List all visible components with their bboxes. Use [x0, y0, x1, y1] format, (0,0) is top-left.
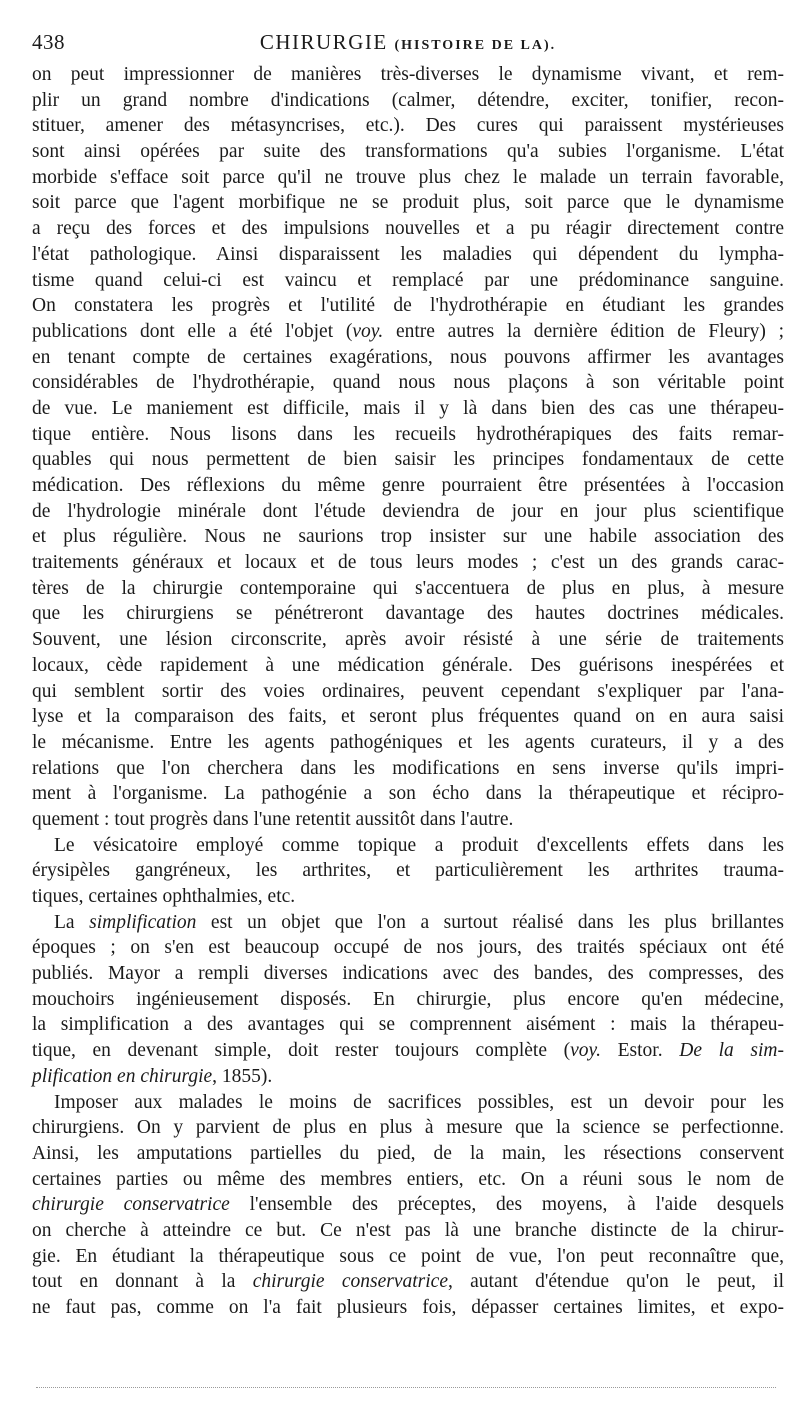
text-line: quables qui nous permettent de bien saisir les principes fondamentaux de cette	[32, 449, 784, 471]
text-line: tisme quand celui-ci est vaincu et remplacé par une prédominance sanguine.	[32, 269, 784, 291]
text-line: et plus régulière. Nous ne saurions trop insister sur une habile association des	[32, 526, 784, 548]
text-line: tique, en devenant simple, doit rester toujours complète (voy. Estor. De la sim-	[32, 1040, 784, 1062]
text-line: la simplification a des avantages qui se comprennent aisément : mais la thérapeu-	[32, 1014, 784, 1036]
text-line: qui semblent sortir des voies ordinaires, peuvent cependant s'expliquer par l'ana-	[32, 680, 784, 702]
text-line: publications dont elle a été l'objet (voy. entre autres la dernière édition de Fleury) ;	[32, 320, 784, 342]
text-line: certaines parties ou même des membres entiers, etc. On a réuni sous le nom de	[32, 1168, 784, 1190]
running-head-title: CHIRURGIE	[259, 30, 388, 54]
text-line: sont ainsi opérées par suite des transformations qu'a subies l'organisme. L'état	[32, 141, 784, 163]
text-line: le mécanisme. Entre les agents pathogéniques et les agents curateurs, il y a des	[32, 731, 784, 753]
text-line: on peut impressionner de manières très-diverses le dynamisme vivant, et rem-	[32, 64, 784, 85]
text-line: chirurgiens. On y parvient de plus en plus à mesure que la science se perfectionne.	[32, 1117, 784, 1139]
text-line: a reçu des forces et des impulsions nouvelles et a pu réagir directement contre	[32, 218, 784, 240]
text-line: publiés. Mayor a rempli diverses indications avec des bandes, des compresses, des	[32, 963, 784, 985]
text-line: La simplification est un objet que l'on a surtout réalisé dans les plus brillantes	[54, 911, 784, 933]
page-number: 438	[32, 30, 65, 54]
text-line: Le vésicatoire employé comme topique a produit d'excellents effets dans les	[54, 834, 784, 856]
text-line: plification en chirurgie, 1855).	[32, 1065, 273, 1087]
text-line: lyse et la comparaison des faits, et seront plus fréquentes quand on en aura saisi	[32, 706, 784, 728]
text-line: locaux, cède rapidement à une médication générale. Des guérisons inespérées et	[32, 654, 784, 676]
text-line: tique entière. Nous lisons dans les recueils hydrothérapiques des faits remar-	[32, 423, 784, 445]
text-line: ment à l'organisme. La pathogénie a son écho dans la thérapeutique et récipro-	[32, 783, 784, 805]
text-line: Imposer aux malades le moins de sacrifices possibles, est un devoir pour les	[54, 1091, 784, 1113]
text-line: On constatera les progrès et l'utilité de l'hydrothérapie en étudiant les grandes	[32, 295, 784, 317]
text-line: époques ; on s'en est beaucoup occupé de nos jours, des traités spéciaux ont été	[32, 937, 784, 959]
text-line: Souvent, une lésion circonscrite, après avoir résisté à une série de traitements	[32, 629, 784, 651]
text-line: mouchoirs ingénieusement disposés. En chirurgie, plus encore qu'en médecine,	[32, 988, 784, 1010]
running-head-subtitle: (HISTOIRE DE LA).	[394, 38, 557, 53]
footer-dotted-rule	[36, 1387, 776, 1388]
text-line: relations que l'on cherchera dans les modifications en sens inverse qu'ils impri-	[32, 757, 784, 779]
text-line: Ainsi, les amputations partielles du pied, de la main, les résections conservent	[32, 1142, 784, 1164]
text-line: considérables de l'hydrothérapie, quand nous nous plaçons à son véritable point	[32, 372, 784, 394]
running-head	[32, 30, 784, 55]
body-text	[32, 62, 784, 1321]
text-line: tiques, certaines ophthalmies, etc.	[32, 886, 296, 907]
text-line: plir un grand nombre d'indications (calmer, détendre, exciter, tonifier, recon-	[32, 89, 784, 111]
page-header	[32, 30, 784, 60]
text-line: médication. Des réflexions du même genre pourraient être présentées à l'occasion	[32, 475, 784, 496]
text-line: tout en donnant à la chirurgie conservatrice, autant d'étendue qu'on le peut, il	[32, 1271, 784, 1293]
text-line: l'état pathologique. Ainsi disparaissent les maladies qui dépendent du lympha-	[32, 243, 784, 265]
text-line: soit parce que l'agent morbifique ne se produit plus, soit parce que le dynamisme	[32, 192, 784, 214]
text-line: gie. En étudiant la thérapeutique sous ce point de vue, l'on peut reconnaître que,	[32, 1245, 784, 1267]
text-line: de l'hydrologie minérale dont l'étude deviendra de jour en jour plus scientifique	[32, 500, 784, 522]
text-line: tères de la chirurgie contemporaine qui s'accentuera de plus en plus, à mesure	[32, 577, 784, 599]
text-line: on cherche à atteindre ce but. Ce n'est pas là une branche distincte de la chirur-	[32, 1219, 784, 1241]
text-line: en tenant compte de certaines exagérations, nous pouvons affirmer les avantages	[32, 346, 784, 368]
text-line: morbide s'efface soit parce qu'il ne trouve plus chez le malade un terrain favorable,	[32, 166, 784, 188]
text-line: chirurgie conservatrice l'ensemble des préceptes, des moyens, à l'aide desquels	[32, 1194, 784, 1216]
text-line: érysipèles gangréneux, les arthrites, et particulièrement les arthrites trauma-	[32, 860, 784, 882]
text-line: stituer, amener des métasyncrises, etc.). Des cures qui paraissent mystérieuses	[32, 115, 784, 137]
text-line: que les chirurgiens se pénétreront davantage des hautes doctrines médicales.	[32, 603, 784, 625]
text-line: de vue. Le maniement est difficile, mais il y là dans bien des cas une thérapeu-	[32, 397, 784, 419]
text-line: ne faut pas, comme on l'a fait plusieurs fois, dépasser certaines limites, et expo-	[32, 1297, 784, 1318]
text-line: quement : tout progrès dans l'une retentit aussitôt dans l'autre.	[32, 808, 514, 830]
text-line: traitements généraux et locaux et de tous leurs modes ; c'est un des grands carac-	[32, 552, 784, 574]
